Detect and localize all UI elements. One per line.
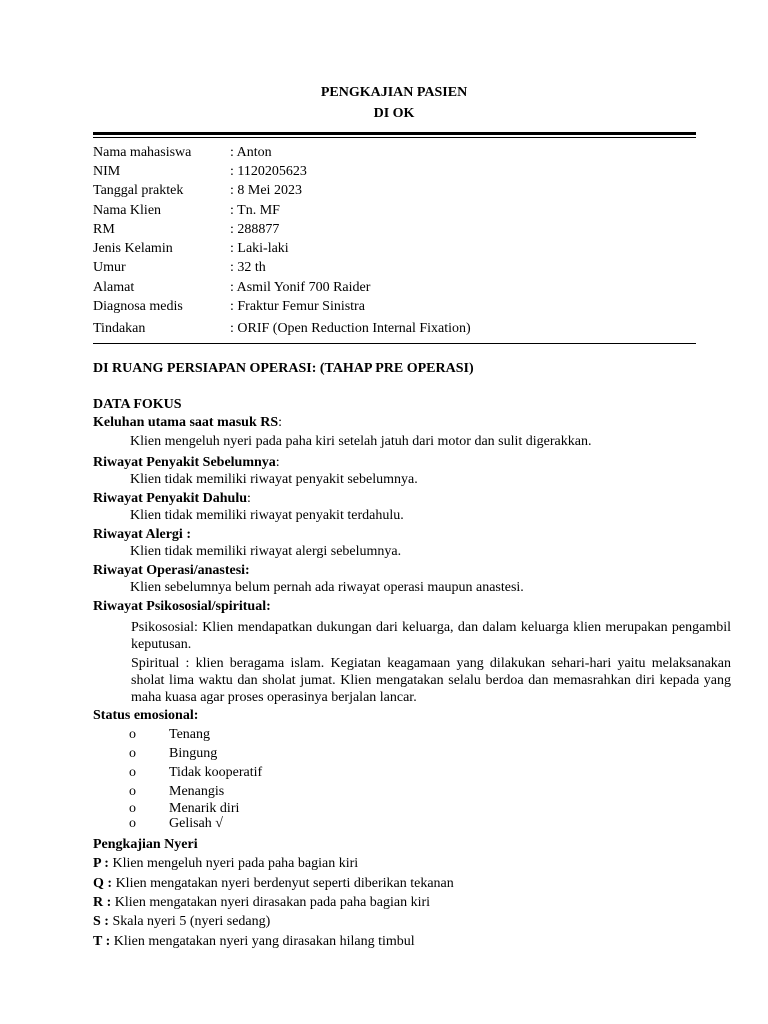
bullet-marker: o: [129, 765, 136, 780]
nyeri-key: R :: [93, 895, 112, 910]
document-subtitle: DI OK: [373, 106, 415, 121]
bullet-marker: o: [129, 784, 136, 799]
spiritual-paragraph: Spiritual : klien beragama islam. Kegiatan keagamaan yang dilakukan sehari-hari yaitu melaksanakan sholat lima waktu dan sholat jumat. Klien mengatakan selalu berdoa dan memasrahkan diri kepada yang maha kuasa agar proses operasinya berjalan lancar.: [131, 656, 731, 705]
list-item-label: Tidak kooperatif: [169, 765, 263, 780]
list-item: [129, 784, 224, 800]
identity-row: [93, 144, 272, 162]
identity-row: [93, 259, 266, 277]
identity-row: [93, 279, 370, 297]
identity-label: NIM: [93, 164, 121, 179]
section-heading: DI RUANG PERSIAPAN OPERASI: (TAHAP PRE OPERASI): [93, 361, 474, 376]
keluhan-text: Klien mengeluh nyeri pada paha kiri setelah jatuh dari motor dan sulit digerakkan.: [130, 434, 592, 449]
nyeri-key: T :: [93, 934, 111, 949]
status-emosional-heading: Status emosional:: [93, 708, 199, 723]
identity-value: : Fraktur Femur Sinistra: [230, 299, 365, 314]
keluhan-heading: [93, 415, 282, 431]
list-item-label: Bingung: [169, 746, 218, 761]
list-item: [129, 727, 210, 743]
identity-label: Nama Klien: [93, 203, 162, 218]
list-item: [129, 765, 262, 781]
identity-label: Nama mahasiswa: [93, 145, 192, 160]
identity-label: Tindakan: [93, 321, 146, 336]
list-item-label: Gelisah √: [169, 816, 223, 831]
riwayat-sebelumnya-colon: :: [275, 455, 280, 470]
keluhan-label: Keluhan utama saat masuk RS: [93, 415, 279, 430]
data-fokus-heading: DATA FOKUS: [93, 397, 182, 412]
list-item-label: Tenang: [169, 727, 211, 742]
nyeri-text: Klien mengatakan nyeri yang dirasakan hilang timbul: [110, 934, 415, 949]
riwayat-dahulu-text: Klien tidak memiliki riwayat penyakit terdahulu.: [130, 508, 404, 523]
identity-row: [93, 163, 307, 181]
identity-value: : Laki-laki: [230, 241, 289, 256]
identity-value: : 8 Mei 2023: [230, 183, 302, 198]
nyeri-row-s: [93, 914, 270, 930]
bullet-marker: o: [129, 816, 136, 831]
identity-value: : Anton: [230, 145, 272, 160]
identity-value: : Asmil Yonif 700 Raider: [230, 280, 371, 295]
bullet-marker: o: [129, 801, 136, 816]
nyeri-row-r: [93, 895, 430, 911]
riwayat-alergi-text: Klien tidak memiliki riwayat alergi sebelumnya.: [130, 544, 402, 559]
identity-label: Diagnosa medis: [93, 299, 183, 314]
list-item: [129, 816, 223, 832]
riwayat-sebelumnya-text: Klien tidak memiliki riwayat penyakit sebelumnya.: [130, 472, 418, 487]
riwayat-dahulu-label: Riwayat Penyakit Dahulu: [93, 491, 248, 506]
header-double-rule-bottom: [93, 137, 696, 138]
identity-value: : Tn. MF: [230, 203, 280, 218]
riwayat-dahulu-colon: :: [247, 491, 251, 506]
identity-row: [93, 202, 280, 220]
nyeri-key: Q :: [93, 876, 113, 891]
identity-value: : 288877: [230, 222, 280, 237]
nyeri-row-p: [93, 856, 358, 872]
bullet-marker: o: [129, 746, 136, 761]
nyeri-row-q: [93, 876, 454, 892]
identity-row: [93, 320, 471, 338]
list-item: [129, 746, 217, 762]
pengkajian-nyeri-heading: Pengkajian Nyeri: [93, 837, 198, 852]
keluhan-colon: :: [278, 415, 283, 430]
identity-label: RM: [93, 222, 115, 237]
identity-label: Umur: [93, 260, 126, 275]
riwayat-psikososial-heading: Riwayat Psikososial/spiritual:: [93, 599, 271, 614]
identity-row: [93, 298, 365, 316]
document-title: PENGKAJIAN PASIEN: [320, 85, 468, 100]
psikososial-paragraph: Psikososial: Klien mendapatkan dukungan dari keluarga, dan dalam keluarga klien merupakan pengambil keputusan.: [131, 620, 731, 652]
riwayat-sebelumnya-label: Riwayat Penyakit Sebelumnya: [93, 455, 276, 470]
nyeri-key: S :: [93, 914, 109, 929]
identity-value: : ORIF (Open Reduction Internal Fixation): [230, 321, 471, 336]
identity-row: [93, 240, 289, 258]
nyeri-row-t: [93, 934, 415, 950]
identity-value: : 32 th: [230, 260, 266, 275]
riwayat-alergi-heading: Riwayat Alergi :: [93, 527, 191, 542]
identity-label: Alamat: [93, 280, 135, 295]
identity-bottom-rule: [93, 343, 696, 344]
identity-row: [93, 221, 279, 239]
nyeri-text: Klien mengatakan nyeri dirasakan pada paha bagian kiri: [111, 895, 431, 910]
nyeri-key: P :: [93, 856, 109, 871]
identity-label: Jenis Kelamin: [93, 241, 173, 256]
list-item-label: Menarik diri: [169, 801, 240, 816]
identity-row: [93, 182, 302, 200]
riwayat-operasi-text: Klien sebelumnya belum pernah ada riwayat operasi maupun anastesi.: [130, 580, 524, 595]
identity-value: : 1120205623: [230, 164, 307, 179]
identity-label: Tanggal praktek: [93, 183, 184, 198]
riwayat-dahulu-heading: [93, 491, 251, 507]
list-item: [129, 801, 239, 817]
nyeri-text: Skala nyeri 5 (nyeri sedang): [108, 914, 271, 929]
nyeri-text: Klien mengatakan nyeri berdenyut seperti diberikan tekanan: [112, 876, 454, 891]
nyeri-text: Klien mengeluh nyeri pada paha bagian kiri: [108, 856, 359, 871]
list-item-label: Menangis: [169, 784, 225, 799]
riwayat-sebelumnya-heading: [93, 455, 280, 471]
bullet-marker: o: [129, 727, 136, 742]
riwayat-operasi-heading: Riwayat Operasi/anastesi:: [93, 563, 250, 578]
header-double-rule-top: [93, 132, 696, 135]
